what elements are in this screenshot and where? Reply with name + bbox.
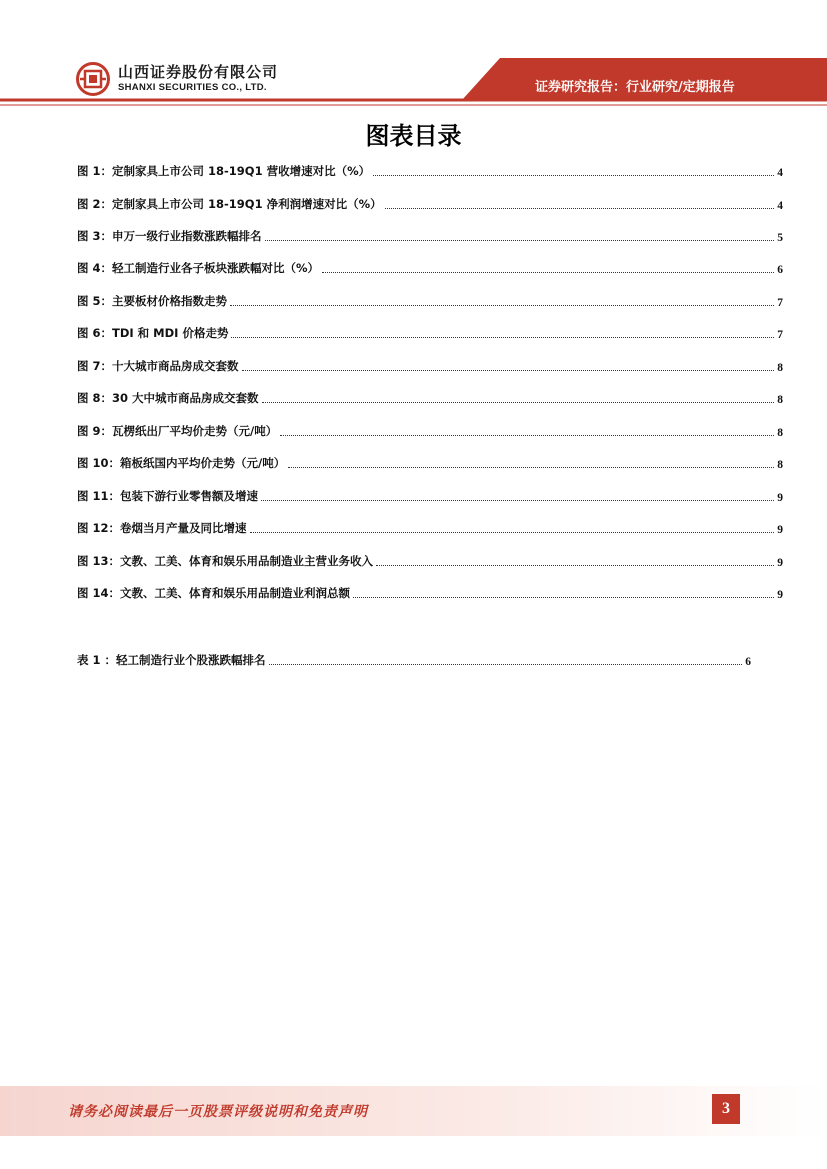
toc-page-number: 4 [777,167,783,179]
page-number: 3 [712,1094,740,1124]
toc-page-number: 5 [777,232,783,244]
toc-entry-label: 图 1：定制家具上市公司 18-19Q1 营收增速对比（%） [77,164,371,178]
toc-entry-figure-14[interactable] [77,583,783,601]
toc-page-number: 7 [777,329,783,341]
toc-entry-label: 图 7：十大城市商品房成交套数 [77,359,239,373]
toc-page-number: 8 [777,394,783,406]
company-name-en: SHANXI SECURITIES CO., LTD. [118,82,267,93]
toc-entry-figure-9[interactable] [77,421,783,439]
toc-entry-figure-1[interactable] [77,161,783,179]
toc-page-number: 9 [777,589,783,601]
toc-entry-label: 图 6：TDI 和 MDI 价格走势 [77,326,229,340]
toc-leader-dots [230,304,774,306]
shanxi-securities-logo-icon [76,62,110,96]
toc-page-number: 9 [777,557,783,569]
toc-entry-figure-12[interactable] [77,518,783,536]
toc-leader-dots [269,663,743,665]
toc-leader-dots [376,564,774,566]
toc-entry-label: 图 5：主要板材价格指数走势 [77,294,228,308]
disclaimer-notice: 请务必阅读最后一页股票评级说明和免责声明 [68,1104,368,1120]
toc-page-number: 9 [777,524,783,536]
toc-leader-dots [322,271,774,273]
toc-entry-label: 图 4：轻工制造行业各子板块涨跌幅对比（%） [77,261,320,275]
company-name-cn: 山西证券股份有限公司 [118,63,279,81]
toc-page-number: 6 [777,264,783,276]
toc-page-number: 8 [777,362,783,374]
toc-entry-figure-2[interactable] [77,194,783,212]
toc-entry-label: 图 10：箱板纸国内平均价走势（元/吨） [77,456,286,470]
toc-leader-dots [288,466,774,468]
toc-entry-figure-13[interactable] [77,551,783,569]
toc-leader-dots [242,369,775,371]
toc-entry-label: 图 12：卷烟当月产量及同比增速 [77,521,247,535]
toc-entry-label: 图 8：30 大中城市商品房成交套数 [77,391,259,405]
toc-entry-figure-7[interactable] [77,356,783,374]
toc-entry-figure-11[interactable] [77,486,783,504]
toc-entry-figure-4[interactable] [77,258,783,276]
toc-entry-figure-3[interactable] [77,226,783,244]
toc-entry-label: 图 14：文教、工美、体育和娱乐用品制造业利润总额 [77,586,351,600]
toc-leader-dots [385,207,775,209]
page-header [0,0,827,110]
toc-entry-label: 图 9：瓦楞纸出厂平均价走势（元/吨） [77,424,278,438]
toc-entry-label: 图 13：文教、工美、体育和娱乐用品制造业主营业务收入 [77,554,374,568]
toc-entry-figure-8[interactable] [77,388,783,406]
page-title: 图表目录 [365,121,462,150]
toc-page-number: 6 [745,656,751,668]
toc-entry-label: 图 2：定制家具上市公司 18-19Q1 净利润增速对比（%） [77,197,382,211]
toc-entry-label: 图 11：包装下游行业零售额及增速 [77,489,259,503]
toc-page-number: 7 [777,297,783,309]
toc-entry-label: 表 1 ：轻工制造行业个股涨跌幅排名 [77,653,266,667]
toc-page-number: 4 [777,200,783,212]
toc-leader-dots [353,596,774,598]
toc-page-number: 8 [777,427,783,439]
toc-leader-dots [250,531,775,533]
toc-entry-figure-5[interactable] [77,291,783,309]
toc-entry-figure-10[interactable] [77,453,783,471]
toc-leader-dots [231,336,774,338]
toc-page-number: 9 [777,492,783,504]
report-type-label: 证券研究报告：行业研究/定期报告 [535,80,735,95]
toc-entry-label: 图 3：申万一级行业指数涨跌幅排名 [77,229,262,243]
toc-page-number: 8 [777,459,783,471]
toc-entry-figure-6[interactable] [77,323,783,341]
toc-leader-dots [261,499,774,501]
toc-leader-dots [373,174,774,176]
toc-leader-dots [262,401,775,403]
toc-leader-dots [280,434,774,436]
toc-leader-dots [265,239,775,241]
toc-entry-table-1[interactable] [77,650,751,668]
